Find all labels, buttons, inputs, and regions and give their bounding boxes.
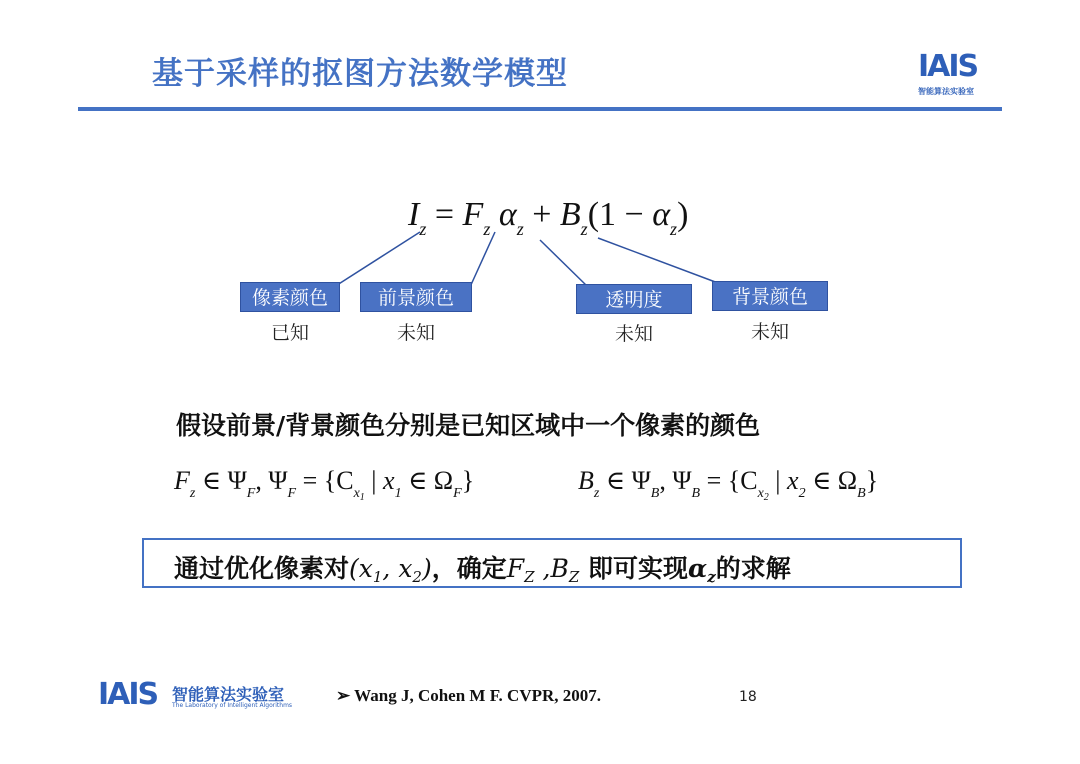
logo-name: 智能算法实验室 <box>918 87 974 96</box>
logo-mark: IAIS <box>918 49 978 84</box>
connector-background <box>598 238 718 283</box>
connector-pixel <box>334 232 420 287</box>
status-background-color: 未知 <box>750 321 789 343</box>
background-set-def: $B_z$ ∈ $\Psi_B$, $\Psi_B = \{C_{x_2}$ | $x_2$ ∈ $\Omega_B$} <box>578 466 879 503</box>
status-alpha: 未知 <box>614 323 653 345</box>
assumption-heading: 假设前景/背景颜色分别是已知区域中一个像素的颜色 <box>176 411 761 440</box>
conclusion-text: 通过优化像素对($x_1$, $x_2$)，确定$F_Z$ $,B_Z$ 即可实现$\alpha_z$的求解 <box>174 554 791 586</box>
label-alpha: 透明度 <box>576 284 692 314</box>
logo-name: 智能算法实验室 <box>172 685 285 704</box>
conclusion-box <box>142 538 962 588</box>
reference-citation: ➢ Wang J, Cohen M F. CVPR, 2007. <box>336 686 602 705</box>
matting-equation: $I_z = F_z$ $\alpha_z + B_z(1 - \alpha_z)$ <box>408 196 689 239</box>
foreground-set-def: $F_z$ ∈ $\Psi_F$, $\Psi_F = \{C_{x_1}$ | $x_1$ ∈ $\Omega_F$} <box>174 466 475 503</box>
status-pixel-color: 已知 <box>270 322 309 344</box>
label-background-color: 背景颜色 <box>712 281 828 311</box>
page-title: 基于采样的抠图方法数学模型 <box>152 56 568 92</box>
logo-english-name: The Laboratory of Intelligent Algorithms <box>172 702 293 709</box>
label-pixel-color: 像素颜色 <box>240 282 340 312</box>
label-foreground-color: 前景颜色 <box>360 282 472 312</box>
lab-logo-bottom <box>98 677 293 715</box>
connector-alpha <box>540 240 588 287</box>
logo-mark: IAIS <box>98 677 158 712</box>
connector-foreground <box>470 232 495 287</box>
page-number: 18 <box>739 689 757 705</box>
status-foreground-color: 未知 <box>396 322 435 344</box>
